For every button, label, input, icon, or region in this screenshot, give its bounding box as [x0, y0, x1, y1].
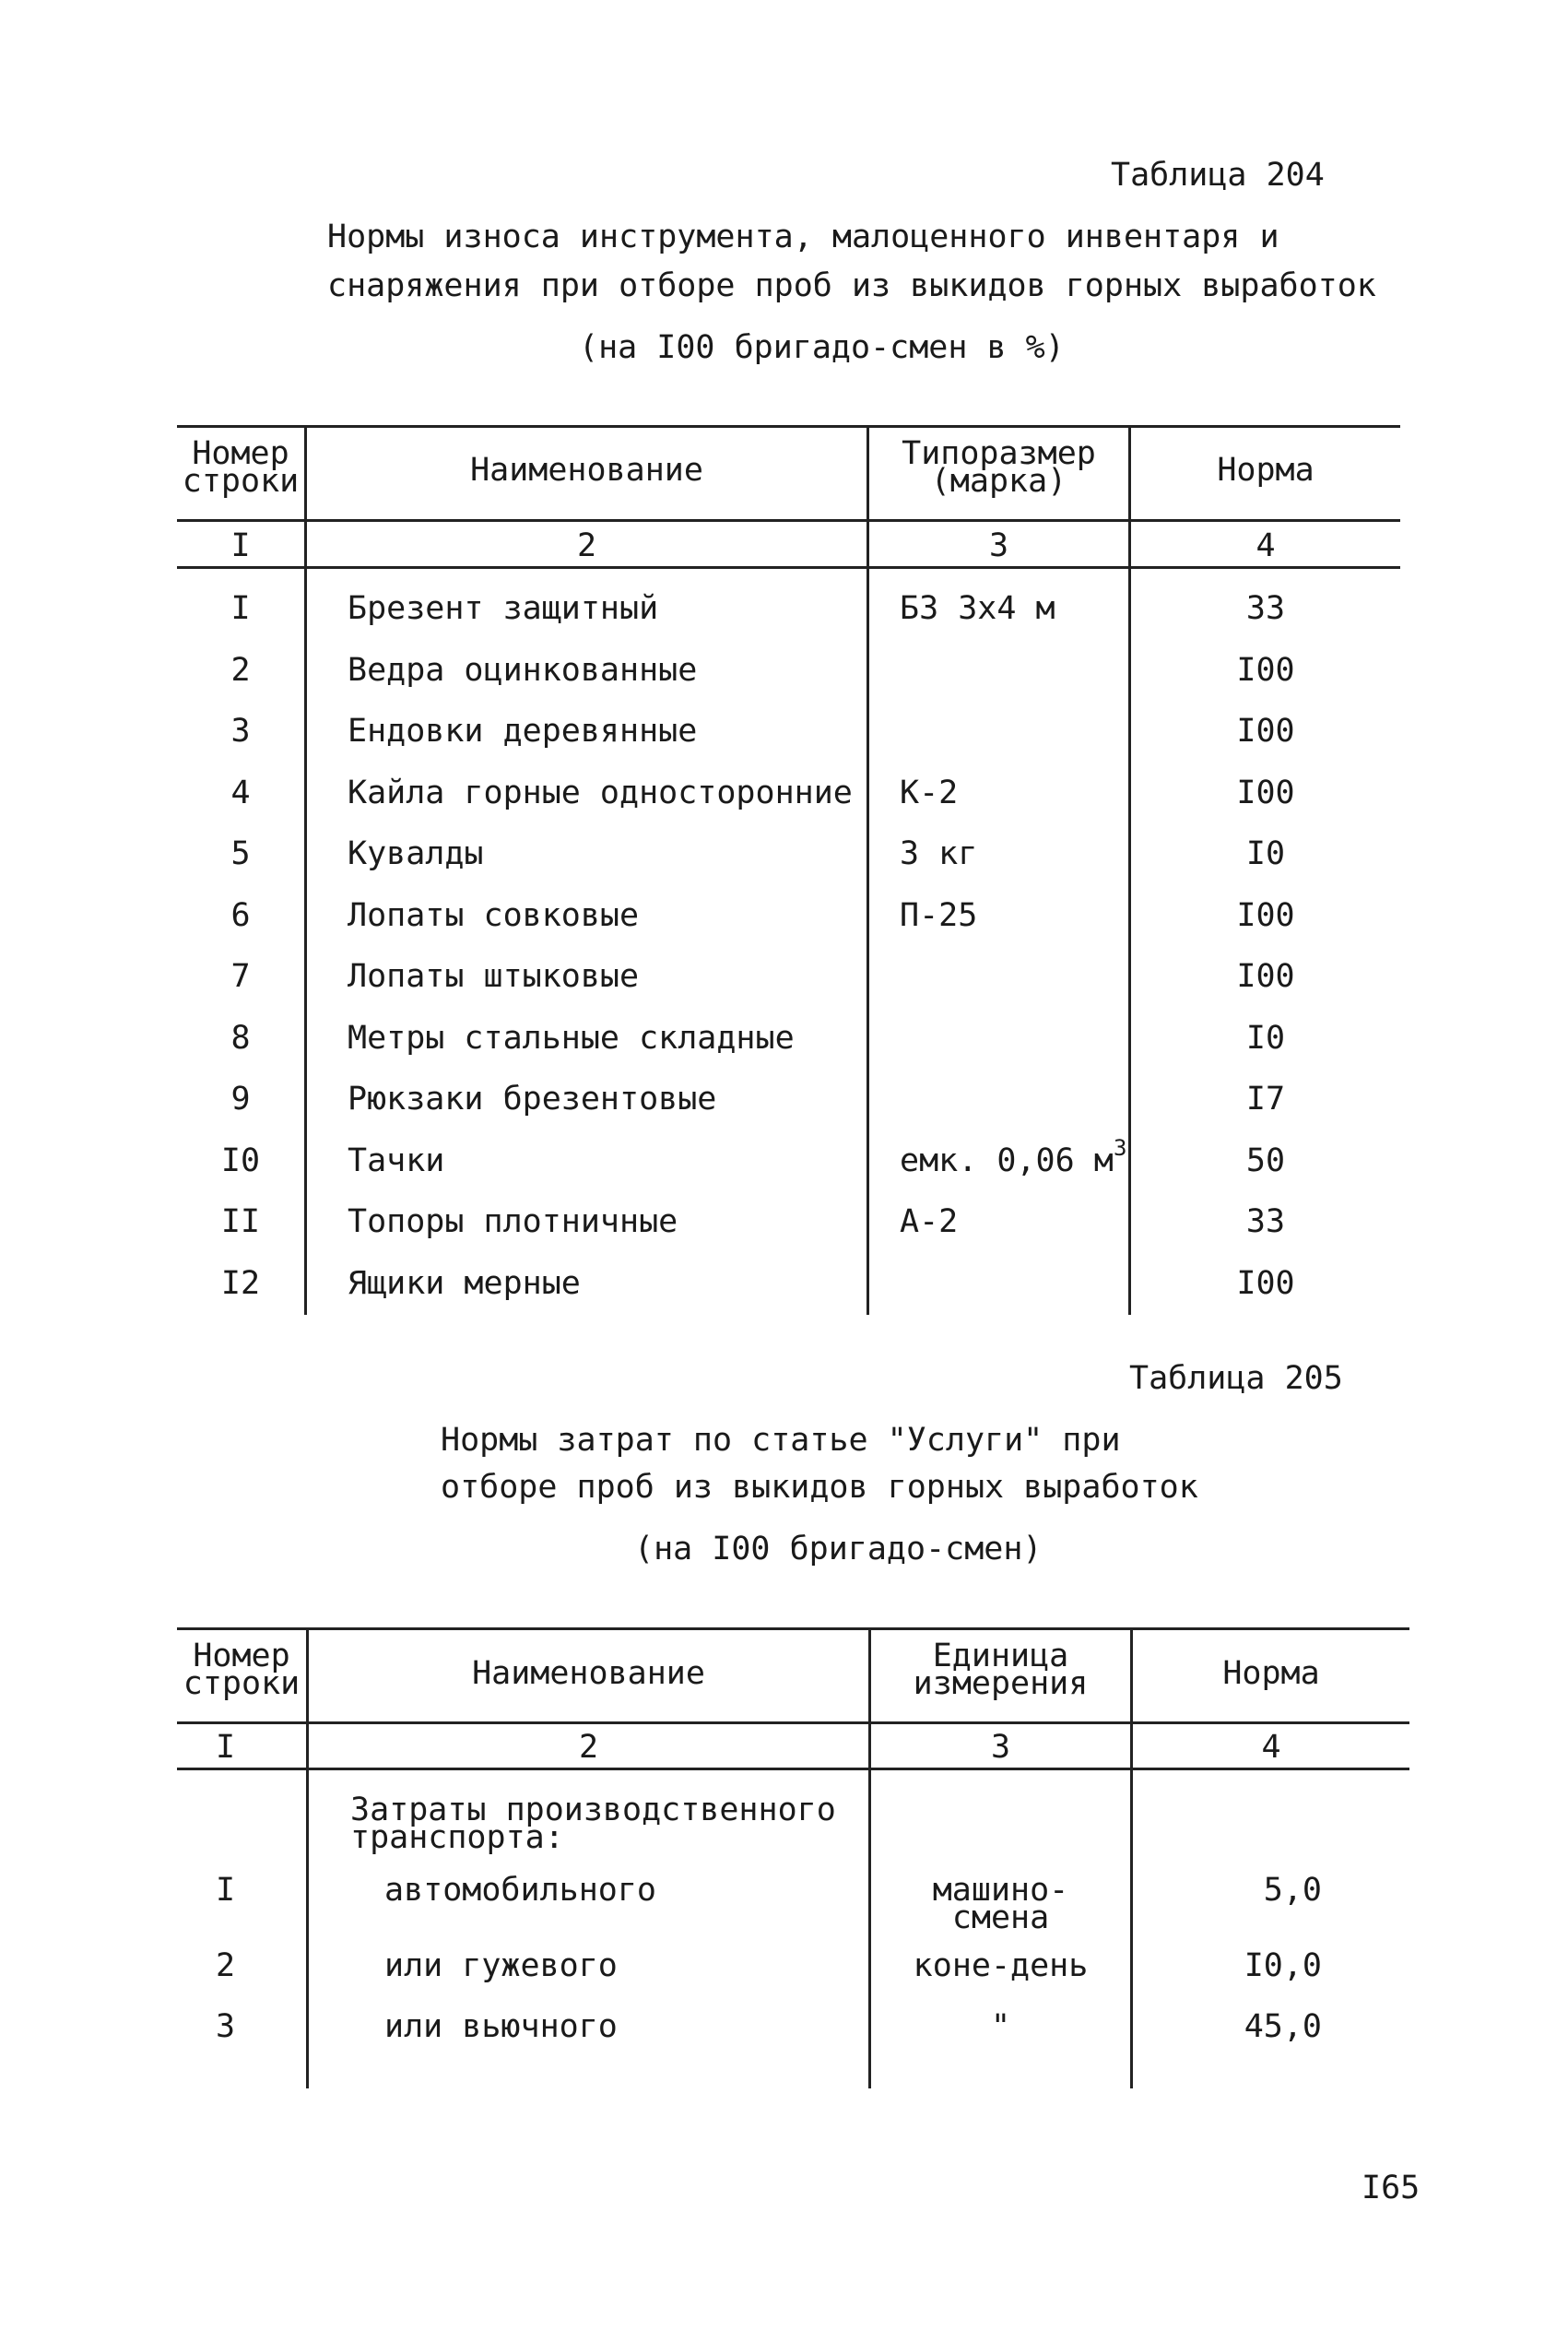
row-number: I — [215, 1872, 236, 1909]
unit-line: машино- — [932, 1872, 1069, 1909]
row-number: 2 — [215, 1947, 236, 1984]
row-number: 4 — [230, 775, 251, 811]
item-norm: I7 — [1245, 1081, 1286, 1118]
header-text: Типоразмер — [902, 435, 1096, 472]
row-number: I — [230, 590, 251, 627]
item-name: Ящики мерные — [348, 1265, 581, 1302]
item-norm: I0 — [1245, 1020, 1286, 1057]
superscript: 3 — [1114, 1135, 1127, 1161]
row-number: 9 — [230, 1081, 251, 1118]
item-name: Метры стальные складные — [348, 1020, 795, 1057]
table-205-label: Таблица 205 — [1129, 1360, 1343, 1397]
table-205-subtitle: (на I00 бригадо-смен) — [634, 1531, 1043, 1567]
table-204-label: Таблица 204 — [1111, 157, 1325, 194]
item-norm: 33 — [1245, 590, 1286, 627]
table-205-header-name: Наименование — [472, 1655, 705, 1692]
table-204-header-norm: Норма — [1217, 452, 1315, 489]
header-text: (марка) — [930, 463, 1067, 500]
table-205-header-unit — [871, 1638, 1130, 1702]
item-norm: 50 — [1245, 1142, 1286, 1179]
page-number: I65 — [1362, 2170, 1421, 2206]
row-number: 3 — [230, 713, 251, 750]
item-norm: I00 — [1236, 897, 1295, 934]
item-unit — [871, 1872, 1130, 1936]
row-number: I0 — [220, 1142, 261, 1179]
row-number: I2 — [220, 1265, 261, 1302]
table-204-header-size — [869, 435, 1128, 500]
table-205-colnum-2: 2 — [578, 1729, 599, 1766]
table-204-colnum-4: 4 — [1256, 527, 1276, 564]
row-number: II — [220, 1203, 261, 1240]
item-unit — [871, 2008, 1130, 2045]
row-number: 2 — [230, 652, 251, 689]
group-label-text: транспорта: — [350, 1819, 564, 1856]
header-text: Единица — [932, 1638, 1069, 1674]
row-number: 6 — [230, 897, 251, 934]
item-norm: 33 — [1245, 1203, 1286, 1240]
item-size: К-2 — [900, 775, 959, 811]
table-204-colnum-1: I — [230, 527, 251, 564]
item-name: Рюкзаки брезентовые — [348, 1081, 717, 1118]
item-size: 3 кг — [900, 835, 978, 872]
header-text: Номер — [192, 435, 289, 472]
item-size: А-2 — [900, 1203, 959, 1240]
item-name: или вьючного — [384, 2008, 618, 2045]
item-name: Ендовки деревянные — [348, 713, 698, 750]
table-204-title-line-1: Нормы износа инструмента, малоценного инвентаря и — [327, 219, 1279, 255]
table-205-group-label — [350, 1792, 836, 1856]
table-205-title-line-2: отборе проб из выкидов горных выработок — [441, 1469, 1198, 1506]
item-name: Лопаты штыковые — [348, 958, 640, 995]
item-name: автомобильного — [384, 1872, 657, 1909]
table-204-header-name: Наименование — [470, 452, 703, 489]
item-norm: I00 — [1236, 713, 1295, 750]
table-205-col-divider-1 — [306, 1627, 309, 2088]
item-norm: I00 — [1236, 652, 1295, 689]
group-label-text: Затраты производственного — [350, 1792, 836, 1828]
table-205-numbers-rule — [177, 1768, 1409, 1770]
table-205-title-line-1: Нормы затрат по статье "Услуги" при — [441, 1422, 1121, 1459]
item-name: Брезент защитный — [348, 590, 659, 627]
table-204-top-rule — [177, 425, 1400, 428]
superscript-wrap — [1114, 1130, 1126, 1176]
item-name: Тачки — [348, 1142, 445, 1179]
table-205-top-rule — [177, 1627, 1409, 1630]
header-text: измерения — [913, 1665, 1089, 1702]
row-number: 3 — [215, 2008, 236, 2045]
unit-line: смена — [951, 1899, 1050, 1936]
item-name: Ведра оцинкованные — [348, 652, 698, 689]
table-205-colnum-1: I — [215, 1729, 236, 1766]
item-name: Кайла горные односторонние — [348, 775, 853, 811]
item-norm: I0,0 — [1244, 1947, 1322, 1984]
header-text: строки — [182, 463, 300, 500]
table-204-header-row-num — [177, 435, 304, 500]
table-205-header-rule — [177, 1721, 1409, 1724]
row-number: 8 — [230, 1020, 251, 1057]
item-size: емк. 0,06 м — [900, 1142, 1114, 1179]
row-number: 7 — [230, 958, 251, 995]
table-204-subtitle: (на I00 бригадо-смен в %) — [579, 329, 1065, 366]
table-204-colnum-2: 2 — [576, 527, 597, 564]
unit-line: " — [990, 2008, 1011, 2045]
item-unit — [871, 1947, 1130, 1984]
item-norm: I00 — [1236, 958, 1295, 995]
item-name: Лопаты совковые — [348, 897, 640, 934]
item-name: Кувалды — [348, 835, 484, 872]
item-name: Топоры плотничные — [348, 1203, 678, 1240]
header-text: Номер — [193, 1638, 290, 1674]
item-norm: 45,0 — [1244, 2008, 1322, 2045]
item-norm: I0 — [1245, 835, 1286, 872]
unit-line: коне-день — [913, 1947, 1089, 1984]
item-norm: 5,0 — [1263, 1872, 1322, 1909]
table-204-colnum-3: 3 — [988, 527, 1009, 564]
table-205-colnum-4: 4 — [1261, 1729, 1281, 1766]
item-size: П-25 — [900, 897, 978, 934]
table-204-title-line-2: снаряжения при отборе проб из выкидов горных выработок — [327, 267, 1376, 304]
item-name: или гужевого — [384, 1947, 618, 1984]
table-205-header-norm: Норма — [1222, 1655, 1320, 1692]
table-204-numbers-rule — [177, 566, 1400, 569]
table-205-header-row-num — [177, 1638, 306, 1702]
item-norm: I00 — [1236, 1265, 1295, 1302]
row-number: 5 — [230, 835, 251, 872]
header-text: строки — [183, 1665, 301, 1702]
item-norm: I00 — [1236, 775, 1295, 811]
item-size: БЗ 3х4 м — [900, 590, 1055, 627]
table-204-header-rule — [177, 519, 1400, 522]
table-205-colnum-3: 3 — [990, 1729, 1011, 1766]
